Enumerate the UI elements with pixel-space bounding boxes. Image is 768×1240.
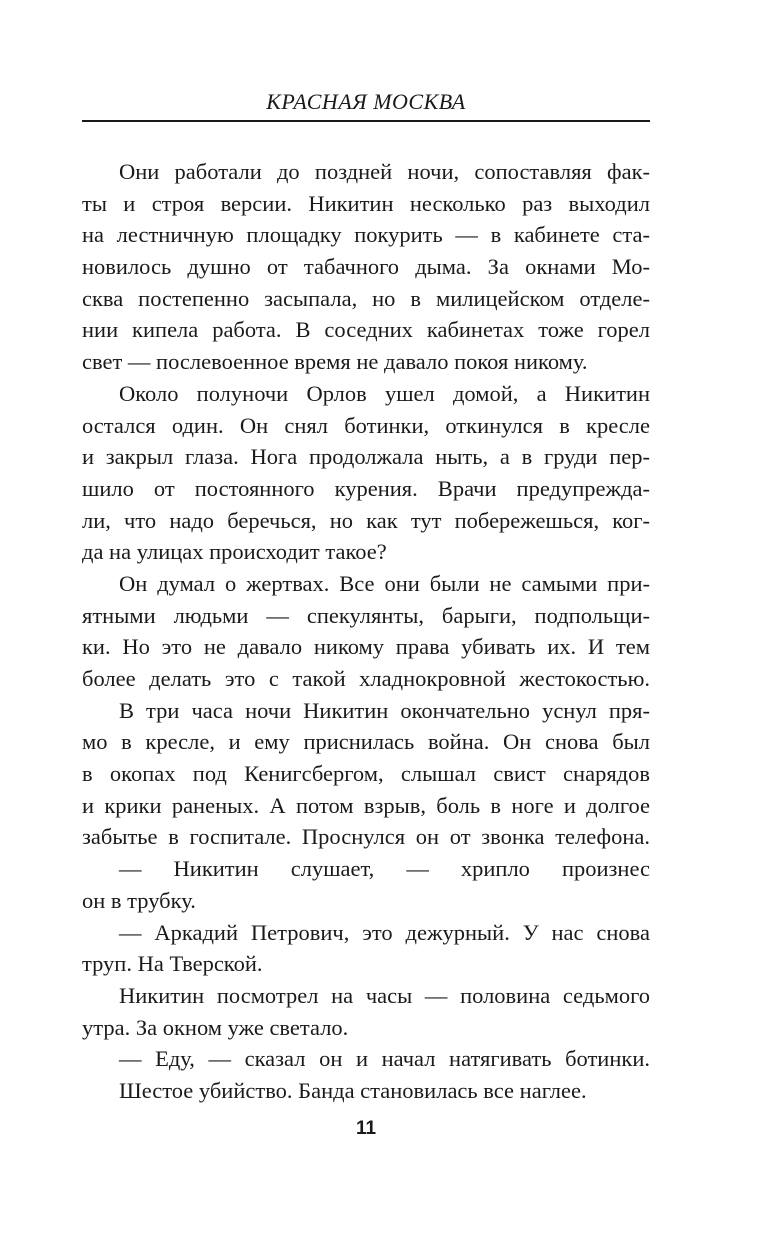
text-line: ты и строя версии. Никитин несколько раз выходил: [82, 190, 650, 216]
text-line: ки. Но это не давало никому права убивать их. И тем: [82, 634, 650, 660]
text-line: более делать это с такой хладнокровной жестокостью.: [82, 666, 650, 691]
text-line: ятными людьми — спекулянты, барыги, подпольщи-: [82, 602, 650, 628]
text-line: и закрыл глаза. Нога продолжала ныть, а в груди пер-: [82, 444, 650, 470]
text-line: Они работали до поздней ночи, сопоставляя фак-: [119, 159, 650, 184]
text-line: сква постепенно засыпала, но в милицейском отделе-: [82, 285, 650, 311]
text-line: и крики раненых. А потом взрыв, боль в ноге и долгое: [82, 792, 650, 818]
text-line: Шестое убийство. Банда становилась все наглее.: [119, 1077, 587, 1103]
text-line: забытье в госпитале. Проснулся он от звонка телефона.: [82, 824, 650, 850]
text-line: Никитин посмотрел на часы — половина седьмого: [119, 982, 650, 1008]
text-line: — Никитин слушает, — хрипло произнес: [119, 856, 650, 882]
text-line: нии кипела работа. В соседних кабинетах тоже горел: [82, 317, 650, 343]
text-line: — Аркадий Петрович, это дежурный. У нас снова: [119, 919, 650, 945]
text-line: на лестничную площадку покурить — в кабинете ста-: [82, 222, 650, 248]
text-line: новилось душно от табачного дыма. За окнами Мо-: [82, 254, 650, 280]
text-line: шило от постоянного курения. Врачи предупрежда-: [82, 475, 650, 501]
text-line: труп. На Тверской.: [82, 951, 263, 977]
text-line: да на улицах происходит такое?: [82, 539, 387, 565]
running-head-title: КРАСНАЯ МОСКВА: [266, 89, 466, 114]
text-line: остался один. Он снял ботинки, откинулся в кресле: [82, 412, 650, 438]
text-line: ли, что надо беречься, но как тут побережешься, ког-: [82, 507, 650, 533]
text-line: утра. За окном уже светало.: [82, 1014, 349, 1040]
page-number: 11: [355, 1118, 377, 1139]
text-line: свет — послевоенное время не давало покоя никому.: [82, 349, 588, 375]
text-line: — Еду, — сказал он и начал натягивать ботинки.: [119, 1046, 650, 1072]
text-line: мо в кресле, и ему приснилась война. Он снова был: [82, 729, 650, 755]
header-rule: [82, 120, 650, 122]
text-line: он в трубку.: [82, 887, 196, 913]
body-text: [82, 156, 650, 1107]
text-line: в окопах под Кенигсбергом, слышал свист снарядов: [82, 761, 650, 787]
text-line: Около полуночи Орлов ушел домой, а Никитин: [119, 380, 650, 406]
text-line: Он думал о жертвах. Все они были не самыми при-: [119, 570, 650, 596]
text-line: В три часа ночи Никитин окончательно уснул пря-: [119, 697, 650, 723]
